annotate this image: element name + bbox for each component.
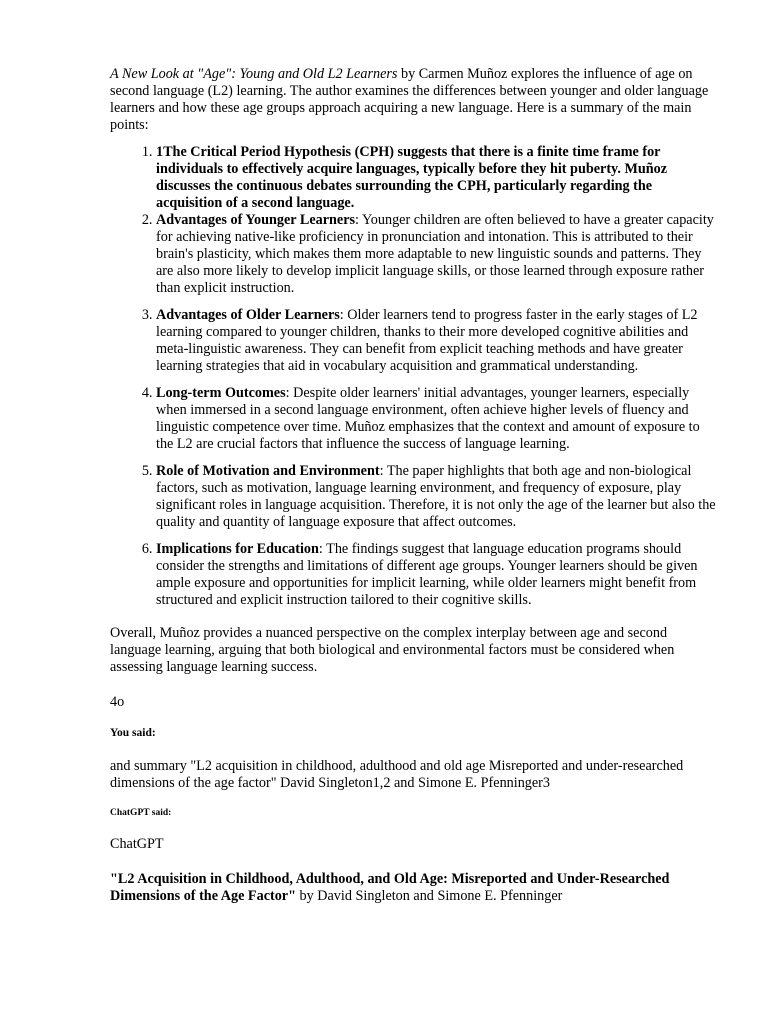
intro-title: A New Look at "Age": Young and Old L2 Learners — [110, 66, 398, 82]
overall-paragraph: Overall, Muñoz provides a nuanced perspective on the complex interplay between age and second language learning, arguing that both biological and environmental factors must be considered when assessing language learning success. — [110, 625, 675, 675]
point-heading: Implications for Education — [156, 541, 319, 557]
point-heading: Advantages of Older Learners — [156, 307, 340, 323]
list-item — [156, 212, 720, 297]
response-authors: by David Singleton and Simone E. Pfenninger — [295, 888, 563, 904]
intro-paragraph — [110, 66, 720, 134]
list-item — [156, 463, 720, 531]
point-heading: 1The Critical Period Hypothesis (CPH) suggests that there is a finite time frame for individuals to effectively acquire languages, typically before they hit puberty. Muñoz discusses the continuous debates surrounding the CPH, particularly regarding the acquisition of a second language. — [156, 144, 668, 211]
list-item — [156, 144, 720, 212]
point-heading: Advantages of Younger Learners — [156, 212, 356, 228]
point-text: : The findings suggest that language education programs should consider the strengths and limitations of different age groups. Younger learners should be given ample exposure and opportunities for implicit learning, while older learners might benefit from structured and explicit instruction tailored to their cognitive skills. — [156, 541, 698, 608]
list-item — [156, 307, 720, 375]
point-heading: Long-term Outcomes — [156, 385, 286, 401]
list-item — [156, 541, 720, 609]
list-item — [156, 385, 720, 453]
you-said-label: You said: — [110, 727, 156, 739]
point-text: : Younger children are often believed to have a greater capacity for achieving native-like proficiency in pronunciation and intonation. This is attributed to their brain's plasticity, which makes them more adaptable to new linguistic sounds and patterns. They are also more likely to develop implicit language skills, or those learned through exposure rather than explicit instruction. — [156, 212, 714, 296]
chatgpt-said-label: ChatGPT said: — [110, 808, 172, 818]
chatgpt-name: ChatGPT — [110, 836, 164, 852]
point-text: : Despite older learners' initial advantages, younger learners, especially when immersed in a second language environment, often achieve higher levels of fluency and linguistic competence over time. Muñoz emphasizes that the context and amount of exposure to the L2 are crucial factors that influence the success of language learning. — [156, 385, 700, 452]
point-text: : Older learners tend to progress faster in the early stages of L2 learning compared to younger children, thanks to their more developed cognitive abilities and meta-linguistic awareness. They can benefit from explicit teaching methods and have greater learning strategies that aid in vocabulary acquisition and grammatical understanding. — [156, 307, 698, 374]
model-label: 4o — [110, 694, 125, 710]
user-message: and summary "L2 acquisition in childhood, adulthood and old age Misreported and under-researched dimensions of the age factor" David Singleton1,2 and Simone E. Pfenninger3 — [110, 758, 684, 791]
response-title-paragraph — [110, 871, 720, 905]
point-text: : The paper highlights that both age and non-biological factors, such as motivation, language learning environment, and frequency of exposure, play significant roles in language acquisition. Therefore, it is not only the age of the learner but also the quality and quantity of language exposure that affect outcomes. — [156, 463, 716, 530]
intro-text: by Carmen Muñoz explores the influence of age on second language (L2) learning. The author examines the differences between younger and older language learners and how these age groups approach acquiring a new language. Here is a summary of the main points: — [110, 66, 709, 133]
summary-points-list — [110, 144, 720, 609]
document-page — [110, 66, 720, 905]
point-heading: Role of Motivation and Environment — [156, 463, 380, 479]
response-title: "L2 Acquisition in Childhood, Adulthood, and Old Age: Misreported and Under-Researched Dimensions of the Age Factor" — [110, 871, 670, 904]
